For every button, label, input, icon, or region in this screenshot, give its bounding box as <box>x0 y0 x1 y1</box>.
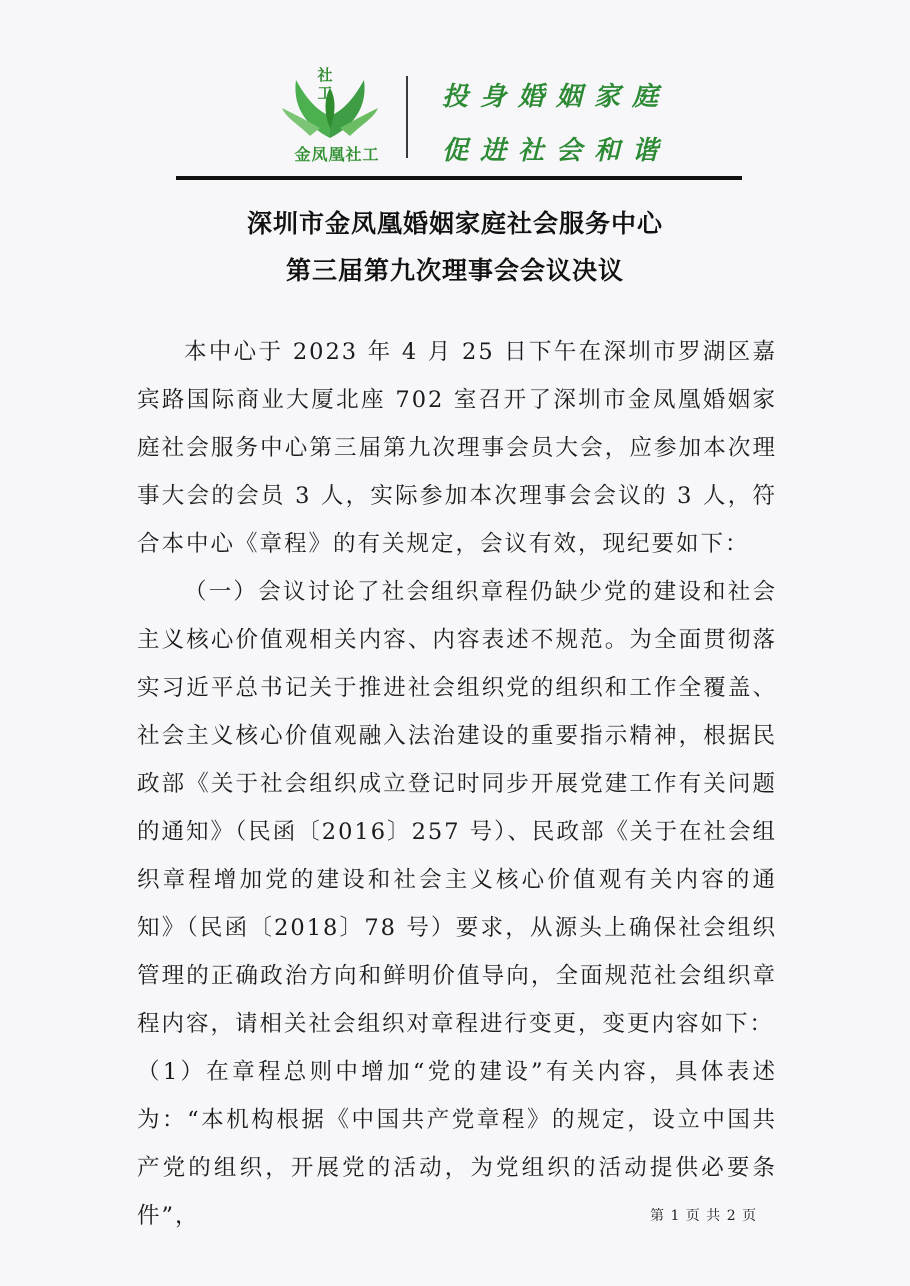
slogan-line-1: 投身婚姻家庭 <box>442 82 671 112</box>
letterhead <box>250 58 690 168</box>
logo-badge-text: 社工 <box>317 66 333 102</box>
paragraph-item-1: （一）会议讨论了社会组织章程仍缺少党的建设和社会主义核心价值观相关内容、内容表述不规范。为全面贯彻落实习近平总书记关于推进社会组织党的组织和工作全覆盖、社会主义核心价值观融入法治建设的重要指示精神，根据民政部《关于社会组织成立登记时同步开展党建工作有关问题的通知》（民函〔2016〕257 号）、民政部《关于在社会组织章程增加党的建设和社会主义核心价值观有关内容的通知》（民函〔2018〕78 号）要求，从源头上确保社会组织管理的正确政治方向和鲜明价值导向，全面规范社会组织章程内容，请相关社会组织对章程进行变更，变更内容如下： <box>137 579 777 1037</box>
letterhead-rule <box>176 176 742 180</box>
letterhead-divider <box>406 76 408 158</box>
document-title-line-1: 深圳市金凤凰婚姻家庭社会服务中心 <box>246 209 663 238</box>
paragraph-meeting-info: 本中心于 2023 年 4 月 25 日下午在深圳市罗湖区嘉宾路国际商业大厦北座 702 室召开了深圳市金凤凰婚姻家庭社会服务中心第三届第九次理事会员大会，应参加本次理事大会的会员 3 人，实际参加本次理事会会议的 3 人，符合本中心《章程》的有关规定，会议有效，现纪要如下： <box>137 339 777 557</box>
organization-logo <box>270 58 380 164</box>
logo-name: 金凤凰社工 <box>294 145 380 164</box>
document-body <box>137 328 777 1240</box>
document-title-line-2: 第三届第九次理事会会议决议 <box>285 256 624 285</box>
page-indicator: 第 1 页 共 2 页 <box>650 1208 758 1224</box>
paragraph-subitem-1: （1）在章程总则中增加“党的建设”有关内容，具体表述为：“本机构根据《中国共产党章程》的规定，设立中国共产党的组织，开展党的活动，为党组织的活动提供必要条件”， <box>137 1059 777 1229</box>
slogan-line-2: 促进社会和谐 <box>442 136 671 166</box>
